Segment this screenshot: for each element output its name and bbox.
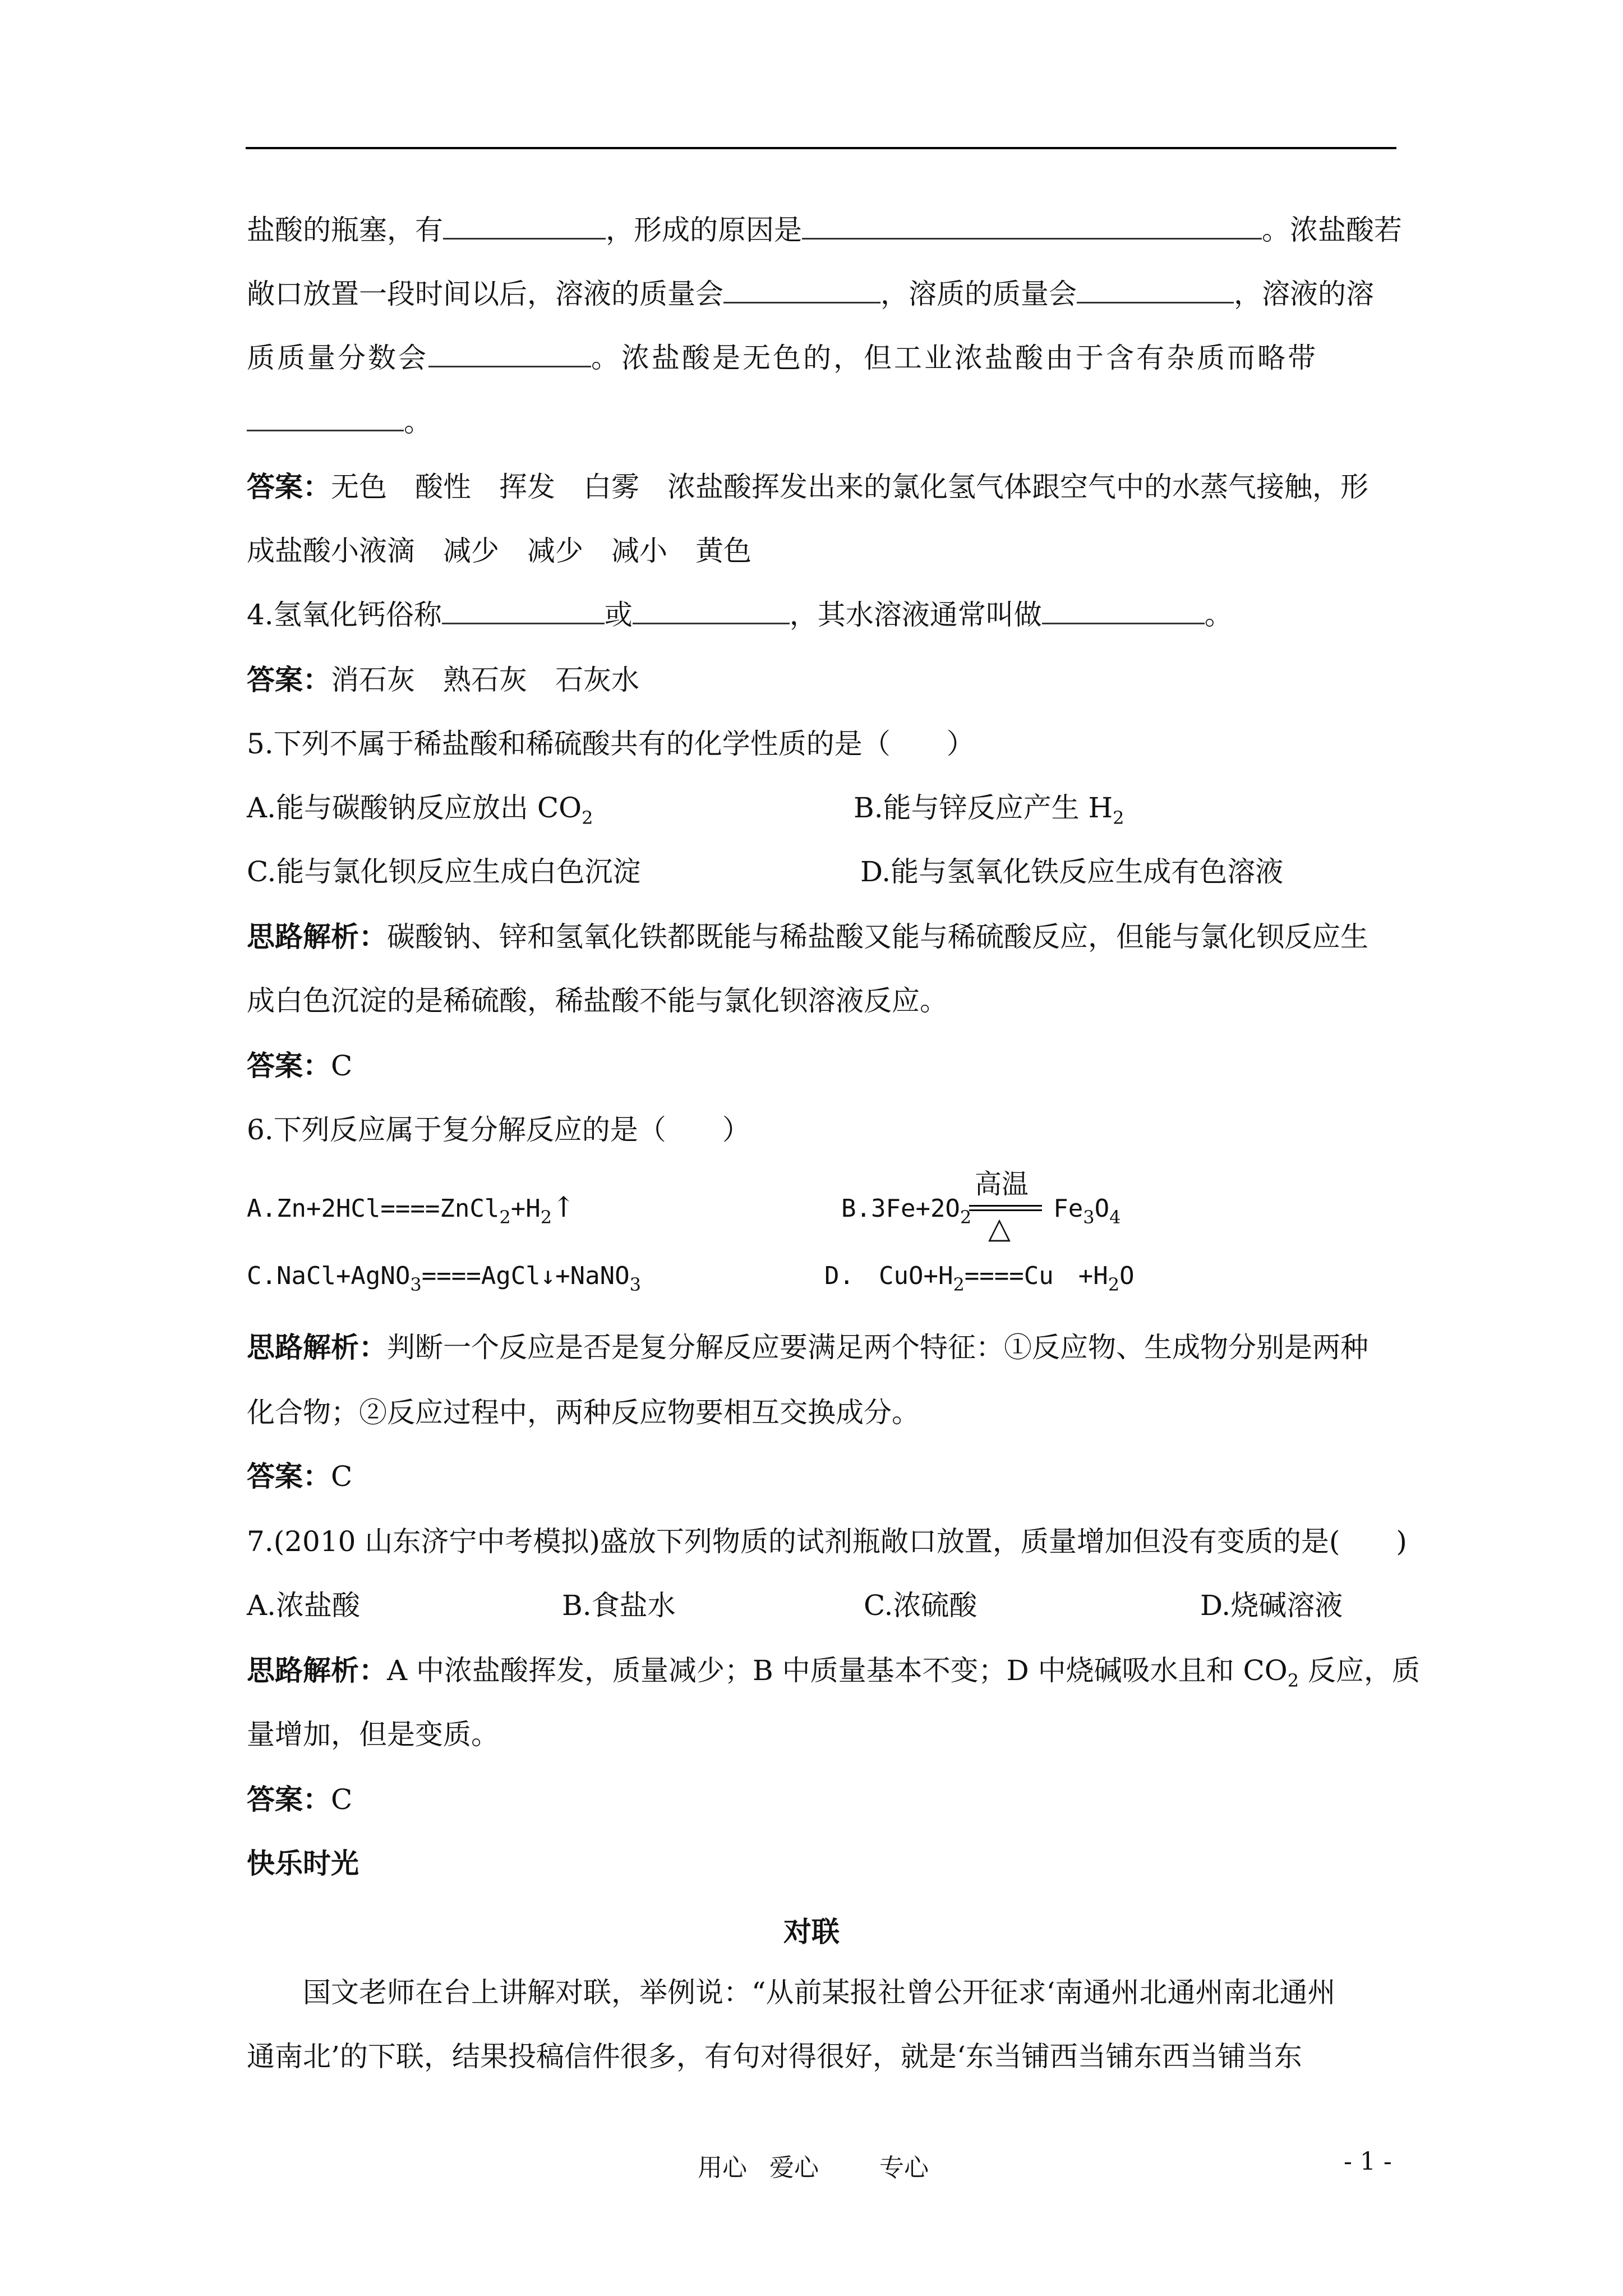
footer-motto-3: 专心 [879, 2154, 929, 2182]
q3-line-2 [247, 276, 1374, 312]
option-text: A.能与碳酸钠反应放出 CO [247, 792, 582, 824]
q3-text: ，形成的原因是 [606, 214, 802, 246]
story-title: 对联 [783, 1915, 840, 1948]
fill-blank[interactable] [442, 600, 605, 624]
q7-answer [247, 1782, 352, 1818]
equals-line-top [969, 1205, 1042, 1207]
q7-analysis-line-2: 量增加，但是变质。 [247, 1718, 499, 1751]
up-arrow-icon: ↑ [552, 1191, 575, 1223]
answer-text: C [331, 1783, 353, 1816]
answer-text: 成盐酸小液滴 减少 减少 减小 黄色 [247, 535, 751, 567]
q3-text: ，溶质的质量会 [880, 278, 1077, 310]
analysis-text: 判断一个反应是否是复分解反应要满足两个特征：①反应物、生成物分别是两种 [387, 1331, 1368, 1364]
page-number: - 1 - [1344, 2147, 1392, 2176]
analysis-label: 思路解析： [247, 1331, 387, 1364]
q6-analysis-line-1 [247, 1329, 1368, 1365]
q7-option-a[interactable]: A.浓盐酸 [247, 1589, 361, 1622]
story-paragraph-line-1: 国文老师在台上讲解对联，举例说：“从前某报社曾公开征求‘南通州北通州南北通州 [247, 1976, 1336, 2009]
subscript: 2 [1287, 1670, 1299, 1691]
subscript: 3 [629, 1274, 641, 1295]
q3-text: 。浓盐酸若 [1262, 214, 1402, 246]
fill-blank[interactable] [428, 343, 591, 367]
header-rule [246, 147, 1396, 149]
analysis-text: 碳酸钠、锌和氢氧化铁都既能与稀盐酸又能与稀硫酸反应，但能与氯化钡反应生 [387, 921, 1368, 953]
section-heading: 快乐时光 [247, 1847, 359, 1880]
q6-analysis-line-2: 化合物；②反应过程中，两种反应物要相互交换成分。 [247, 1396, 920, 1429]
equation-text: O [1119, 1262, 1135, 1290]
q3-text: ，溶液的溶 [1234, 278, 1374, 310]
q3-answer-line-2 [247, 533, 751, 569]
answer-text: 消石灰 熟石灰 石灰水 [331, 664, 639, 696]
analysis-label: 思路解析： [247, 920, 387, 953]
q3-answer-line-1 [247, 469, 1368, 505]
q5-option-c[interactable]: C.能与氯化钡反应生成白色沉淀 [247, 855, 641, 888]
equation-text: ====Cu +H [964, 1262, 1108, 1290]
q4-question [247, 597, 1233, 633]
fill-blank[interactable] [1042, 600, 1205, 624]
q3-text: 质质量分数会 [247, 342, 428, 374]
subscript: 2 [960, 1207, 972, 1228]
equation-text: O [1094, 1194, 1110, 1223]
fill-blank[interactable] [1077, 279, 1234, 303]
answer-text: C [331, 1460, 353, 1493]
equation-text: Fe [1053, 1194, 1083, 1223]
q4-text: 4.氢氧化钙俗称 [247, 599, 442, 631]
q6-question: 6.下列反应属于复分解反应的是（ ） [247, 1114, 750, 1146]
footer-motto-1: 用心 [698, 2154, 747, 2182]
q3-text: 。 [404, 406, 432, 438]
q3-text: 盐酸的瓶塞，有 [247, 214, 443, 246]
q7-analysis-line-1 [247, 1653, 1420, 1699]
subscript: 3 [1083, 1207, 1095, 1228]
equation-text: D. CuO+H [824, 1262, 953, 1290]
equation-text: ====AgCl↓+NaNO [421, 1262, 630, 1290]
q5-answer [247, 1048, 352, 1084]
q3-text: 敞口放置一段时间以后，溶液的质量会 [247, 278, 723, 310]
answer-label: 答案： [247, 1049, 331, 1082]
subscript: 2 [499, 1207, 511, 1228]
analysis-text: A 中浓盐酸挥发，质量减少；B 中质量基本不变；D 中烧碱吸水且和 CO [387, 1654, 1288, 1687]
subscript: 2 [1108, 1274, 1120, 1295]
subscript: 2 [540, 1207, 552, 1228]
q4-text: 或 [604, 599, 633, 631]
q5-option-b[interactable] [854, 790, 1124, 836]
q7-option-c[interactable]: C.浓硫酸 [864, 1589, 978, 1622]
subscript: 4 [1109, 1207, 1121, 1228]
equation-text: C.NaCl+AgNO [247, 1262, 411, 1290]
q7-option-b[interactable]: B.食盐水 [562, 1589, 676, 1622]
footer-motto-2: 爱心 [769, 2154, 819, 2182]
q6-option-d[interactable] [824, 1257, 1135, 1303]
option-text: B.能与锌反应产生 H [854, 792, 1113, 824]
answer-label: 答案： [247, 1783, 331, 1816]
subscript: 2 [953, 1274, 965, 1295]
answer-label: 答案： [247, 1460, 331, 1493]
q5-question: 5.下列不属于稀盐酸和稀硫酸共有的化学性质的是（ ） [247, 728, 975, 760]
answer-label: 答案： [247, 470, 331, 503]
q4-text: ，其水溶液通常叫做 [789, 599, 1042, 631]
heat-triangle-icon: △ [988, 1212, 1011, 1245]
equation-text: A.Zn+2HCl====ZnCl [247, 1194, 500, 1223]
q6-option-c[interactable] [247, 1257, 641, 1303]
condition-high-temp: 高温 [975, 1168, 1029, 1200]
subscript: 2 [582, 807, 593, 829]
q5-option-d[interactable]: D.能与氢氧化铁反应生成有色溶液 [860, 855, 1284, 888]
analysis-text: 反应，质 [1299, 1654, 1421, 1687]
subscript: 3 [410, 1274, 422, 1295]
equation-text: B.3Fe+2O [841, 1194, 960, 1223]
equals-line-bottom [969, 1209, 1042, 1211]
q7-question: 7.(2010 山东济宁中考模拟)盛放下列物质的试剂瓶敞口放置，质量增加但没有变质的是( ) [247, 1525, 1407, 1558]
q5-analysis-line-2: 成白色沉淀的是稀硫酸，稀盐酸不能与氯化钡溶液反应。 [247, 984, 948, 1017]
answer-label: 答案： [247, 663, 331, 696]
answer-text: 无色 酸性 挥发 白雾 浓盐酸挥发出来的氯化氢气体跟空气中的水蒸气接触，形 [331, 471, 1368, 503]
q3-line-4 [247, 404, 432, 440]
q5-option-a[interactable] [247, 790, 593, 836]
answer-text: C [331, 1050, 353, 1082]
q3-line-1 [247, 212, 1402, 248]
analysis-label: 思路解析： [247, 1654, 387, 1687]
story-paragraph-line-2: 通南北’的下联，结果投稿信件很多，有句对得很好，就是‘东当铺西当铺东西当铺当东 [247, 2040, 1302, 2073]
q4-text: 。 [1204, 599, 1233, 631]
subscript: 2 [1113, 807, 1124, 829]
q4-answer [247, 662, 639, 698]
q6-answer [247, 1458, 352, 1494]
equation-text: +H [510, 1194, 541, 1223]
q6-option-a[interactable] [247, 1189, 575, 1235]
q3-line-3 [247, 340, 1318, 376]
q7-option-d[interactable]: D.烧碱溶液 [1200, 1589, 1343, 1622]
fill-blank[interactable] [723, 279, 880, 303]
q3-text: 。浓盐酸是无色的，但工业浓盐酸由于含有杂质而略带 [591, 342, 1318, 374]
fill-blank[interactable] [443, 215, 606, 240]
q5-analysis-line-1 [247, 919, 1368, 955]
fill-blank[interactable] [247, 407, 404, 431]
fill-blank[interactable] [633, 600, 790, 624]
fill-blank[interactable] [802, 215, 1262, 240]
